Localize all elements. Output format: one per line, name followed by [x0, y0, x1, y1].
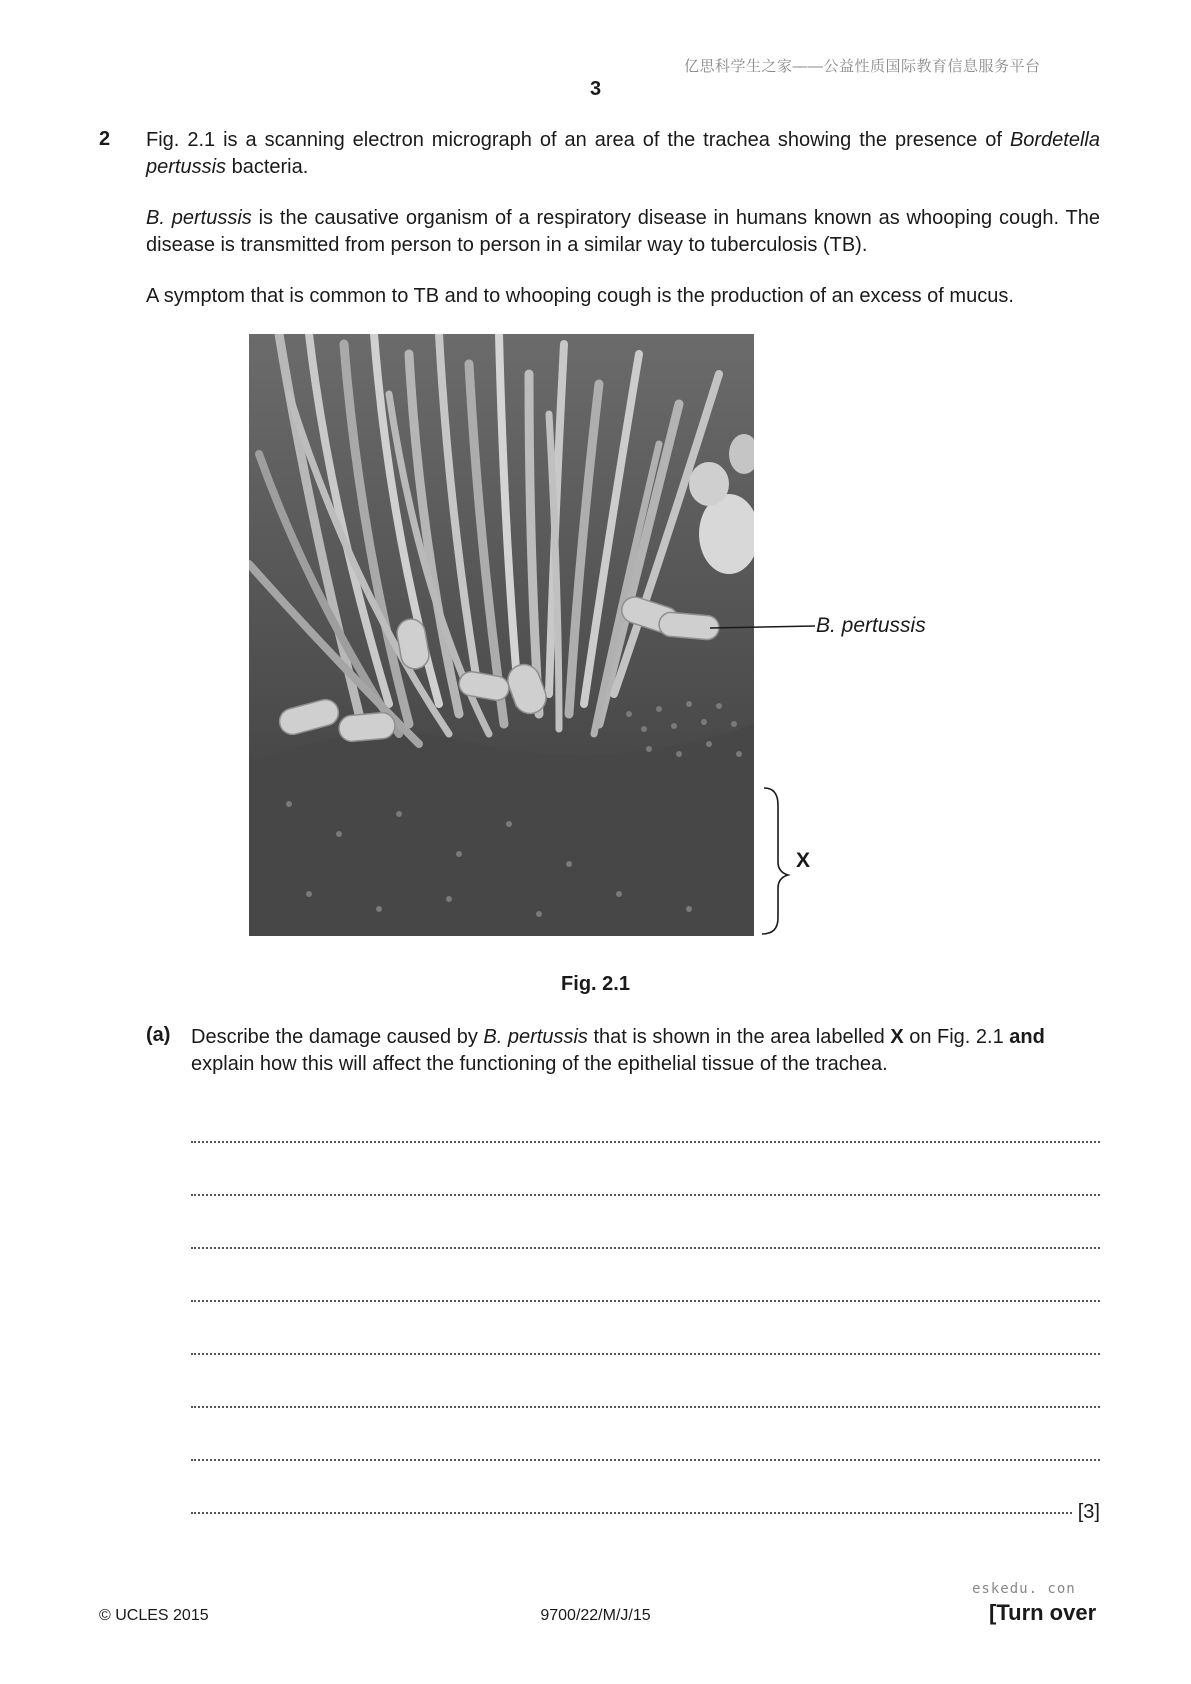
answer-line[interactable] [191, 1312, 1100, 1365]
region-x-label: X [796, 849, 811, 872]
bacteria-pointer-line [710, 626, 815, 628]
micrograph-figure [249, 334, 754, 936]
intro-paragraph-1: Fig. 2.1 is a scanning electron micrograph of an area of the trachea showing the presence of Bordetella pertussis bacteria. [146, 129, 1100, 178]
intro-paragraph-3: A symptom that is common to TB and to whooping cough is the production of an excess of mucus. [146, 285, 1014, 307]
answer-line[interactable] [191, 1259, 1100, 1312]
region-x-brace [762, 788, 788, 934]
part-a-label: (a) [146, 1024, 171, 1046]
footer-copyright: © UCLES 2015 [99, 1607, 209, 1624]
footer-paper-code: 9700/22/M/J/15 [540, 1607, 651, 1624]
answer-line[interactable] [191, 1100, 1100, 1153]
answer-line[interactable] [191, 1418, 1100, 1471]
marks-allocation: [3] [1077, 1501, 1100, 1523]
intro-paragraph-2: B. pertussis is the causative organism of a respiratory disease in humans known as whooping cough. The disease is transmitted from person to person in a similar way to tuberculosis (TB). [146, 207, 1100, 256]
figure-annotations [700, 600, 820, 940]
turn-over-label: [Turn over [989, 1600, 1097, 1625]
question-number: 2 [99, 128, 111, 150]
bacteria-label: B. pertussis [816, 614, 926, 637]
header-watermark: 亿思科学生之家——公益性质国际教育信息服务平台 [684, 58, 1041, 75]
answer-line[interactable] [191, 1206, 1100, 1259]
answer-line-final[interactable] [191, 1471, 1100, 1524]
figure-caption: Fig. 2.1 [561, 973, 630, 995]
part-a-question-text: Describe the damage caused by B. pertussis that is shown in the area labelled X on Fig. 2.1 and explain how this will affect the functioning of the epithelial tissue of the trachea. [191, 1026, 1045, 1075]
answer-lines [191, 1100, 1100, 1524]
page-number: 3 [589, 78, 602, 100]
answer-line[interactable] [191, 1153, 1100, 1206]
answer-line[interactable] [191, 1365, 1100, 1418]
footer-watermark: eskedu. con [972, 1581, 1076, 1597]
